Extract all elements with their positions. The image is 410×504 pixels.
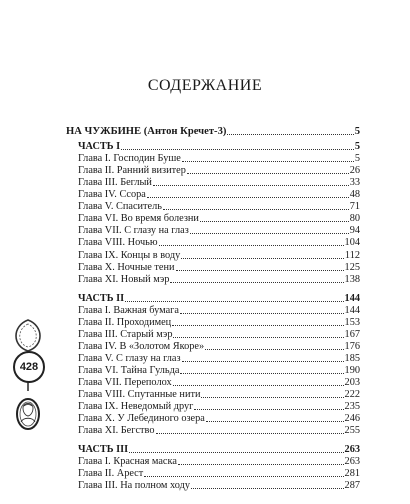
dot-leader (206, 420, 344, 422)
toc-entry-page: 263 (344, 444, 360, 455)
toc-entry-page: 5 (354, 153, 360, 164)
toc-entry-title: Глава VII. С глазу на глаз (78, 225, 189, 236)
toc-entry-page: 48 (349, 189, 360, 200)
toc-entry-page: 138 (344, 274, 360, 285)
toc-part-heading (78, 141, 360, 152)
toc-entry (78, 237, 360, 248)
toc-entry-page: 255 (344, 425, 360, 436)
dot-leader (194, 408, 343, 410)
toc-entry-page: 5 (354, 126, 360, 137)
dot-leader (181, 257, 344, 259)
dot-leader (200, 220, 349, 222)
toc-entry-title: Глава II. Проходимец (78, 317, 172, 328)
toc-entry-page: 33 (349, 177, 360, 188)
toc-entry-page: 246 (344, 413, 360, 424)
toc-entry (78, 425, 360, 436)
toc-entry (78, 317, 360, 328)
toc-entry-title: ЧАСТЬ II (78, 293, 125, 304)
toc-entry (78, 153, 360, 164)
toc-entry-title: Глава II. Ранний визитер (78, 165, 186, 176)
toc-entry (78, 165, 360, 176)
toc-entry-page: 125 (344, 262, 360, 273)
toc-entry-page: 167 (344, 329, 360, 340)
toc-entry-page: 287 (344, 480, 360, 491)
toc-entry-title: ЧАСТЬ I (78, 141, 121, 152)
toc-entry-title: Глава II. Арест (78, 468, 144, 479)
toc-entry-title: Глава VII. Переполох (78, 377, 172, 388)
toc-entry (78, 456, 360, 467)
toc-entry (78, 189, 360, 200)
toc-entry-title: Глава IX. Неведомый друг (78, 401, 194, 412)
toc-part-heading (78, 293, 360, 304)
toc-entry-title: ЧАСТЬ III (78, 444, 129, 455)
dot-leader (190, 232, 349, 234)
toc-entry-title: Глава XI. Бегство (78, 425, 155, 436)
dot-leader (153, 184, 349, 186)
toc-entry (78, 341, 360, 352)
toc-entry-title: Глава XI. Новый мэр (78, 274, 170, 285)
toc-entry-title: Глава IV. Ссора (78, 189, 146, 200)
dot-leader (173, 336, 343, 338)
dot-leader (201, 396, 343, 398)
toc-entry-title: Глава X. Ночные тени (78, 262, 175, 273)
toc-entry (78, 480, 360, 491)
toc-entry-title: Глава III. На полном ходу (78, 480, 190, 491)
toc-entry-title: Глава IX. Концы в воду (78, 250, 181, 261)
dot-leader (125, 300, 343, 302)
toc-entry-page: 263 (344, 456, 360, 467)
toc-entry-title: Глава VI. Во время болезни (78, 213, 199, 224)
toc-part-heading (78, 444, 360, 455)
toc-entry-title: НА ЧУЖБИНЕ (Антон Кречет-3) (66, 126, 227, 137)
toc-entry-title: Глава VI. Тайна Гульда (78, 365, 180, 376)
dot-leader (227, 133, 353, 135)
toc-entry-title: Глава X. У Лебединого озера (78, 413, 205, 424)
toc-entry (78, 329, 360, 340)
dot-leader (205, 348, 343, 350)
toc-entry-title: Глава I. Красная маска (78, 456, 177, 467)
dot-leader (121, 148, 354, 150)
toc-entry (78, 401, 360, 412)
toc-entry-page: 144 (344, 293, 360, 304)
dot-leader (191, 487, 344, 489)
toc-entry-title: Глава VIII. Ночью (78, 237, 158, 248)
toc-entry (78, 353, 360, 364)
dot-leader (176, 269, 344, 271)
toc-entry-title: Глава V. С глазу на глаз (78, 353, 181, 364)
dot-leader (129, 451, 343, 453)
toc-entry-title: Глава IV. В «Золотом Якоре» (78, 341, 205, 352)
toc-entry-page: 104 (344, 237, 360, 248)
toc-entry (78, 468, 360, 479)
toc-entry-page: 235 (344, 401, 360, 412)
dot-leader (173, 384, 344, 386)
dot-leader (182, 160, 354, 162)
toc-entry (78, 201, 360, 212)
toc-entry-page: 94 (349, 225, 360, 236)
toc-entry-title: Глава III. Старый мэр (78, 329, 173, 340)
toc-entry-page: 5 (354, 141, 360, 152)
toc-entry (78, 305, 360, 316)
dot-leader (156, 432, 344, 434)
page-number-badge: 428 (13, 351, 45, 383)
toc-entry (78, 225, 360, 236)
toc-entry-page: 112 (344, 250, 360, 261)
toc-entry (78, 389, 360, 400)
toc-entry (78, 274, 360, 285)
toc-entry-title: Глава I. Важная бумага (78, 305, 179, 316)
toc-entry-page: 190 (344, 365, 360, 376)
dot-leader (144, 475, 343, 477)
toc-entry (78, 250, 360, 261)
toc-entry-page: 80 (349, 213, 360, 224)
dot-leader (163, 208, 349, 210)
toc-entry-page: 222 (344, 389, 360, 400)
toc-entry-page: 185 (344, 353, 360, 364)
toc-entry-title: Глава III. Беглый (78, 177, 152, 188)
toc-entry (78, 413, 360, 424)
dot-leader (182, 360, 344, 362)
toc-entry (78, 262, 360, 273)
toc-entry (78, 377, 360, 388)
dot-leader (187, 172, 349, 174)
dot-leader (172, 324, 343, 326)
toc-entry-page: 144 (344, 305, 360, 316)
toc-entry (78, 213, 360, 224)
toc-entry-page: 203 (344, 377, 360, 388)
dot-leader (159, 244, 344, 246)
toc-book-heading (66, 126, 360, 137)
toc-entry-page: 26 (349, 165, 360, 176)
toc-entry-title: Глава I. Господин Буше (78, 153, 181, 164)
toc-entry-title: Глава V. Спаситель (78, 201, 162, 212)
toc-entry-page: 71 (349, 201, 360, 212)
page-title: СОДЕРЖАНИЕ (147, 77, 263, 94)
dot-leader (147, 196, 349, 198)
dot-leader (180, 312, 344, 314)
toc-entry-page: 281 (344, 468, 360, 479)
toc-entry-page: 176 (344, 341, 360, 352)
dot-leader (180, 372, 343, 374)
dot-leader (170, 281, 343, 283)
toc-entry-page: 153 (344, 317, 360, 328)
dot-leader (178, 463, 344, 465)
toc-entry (78, 365, 360, 376)
toc-entry (78, 177, 360, 188)
toc-entry-title: Глава VIII. Спутанные нити (78, 389, 201, 400)
